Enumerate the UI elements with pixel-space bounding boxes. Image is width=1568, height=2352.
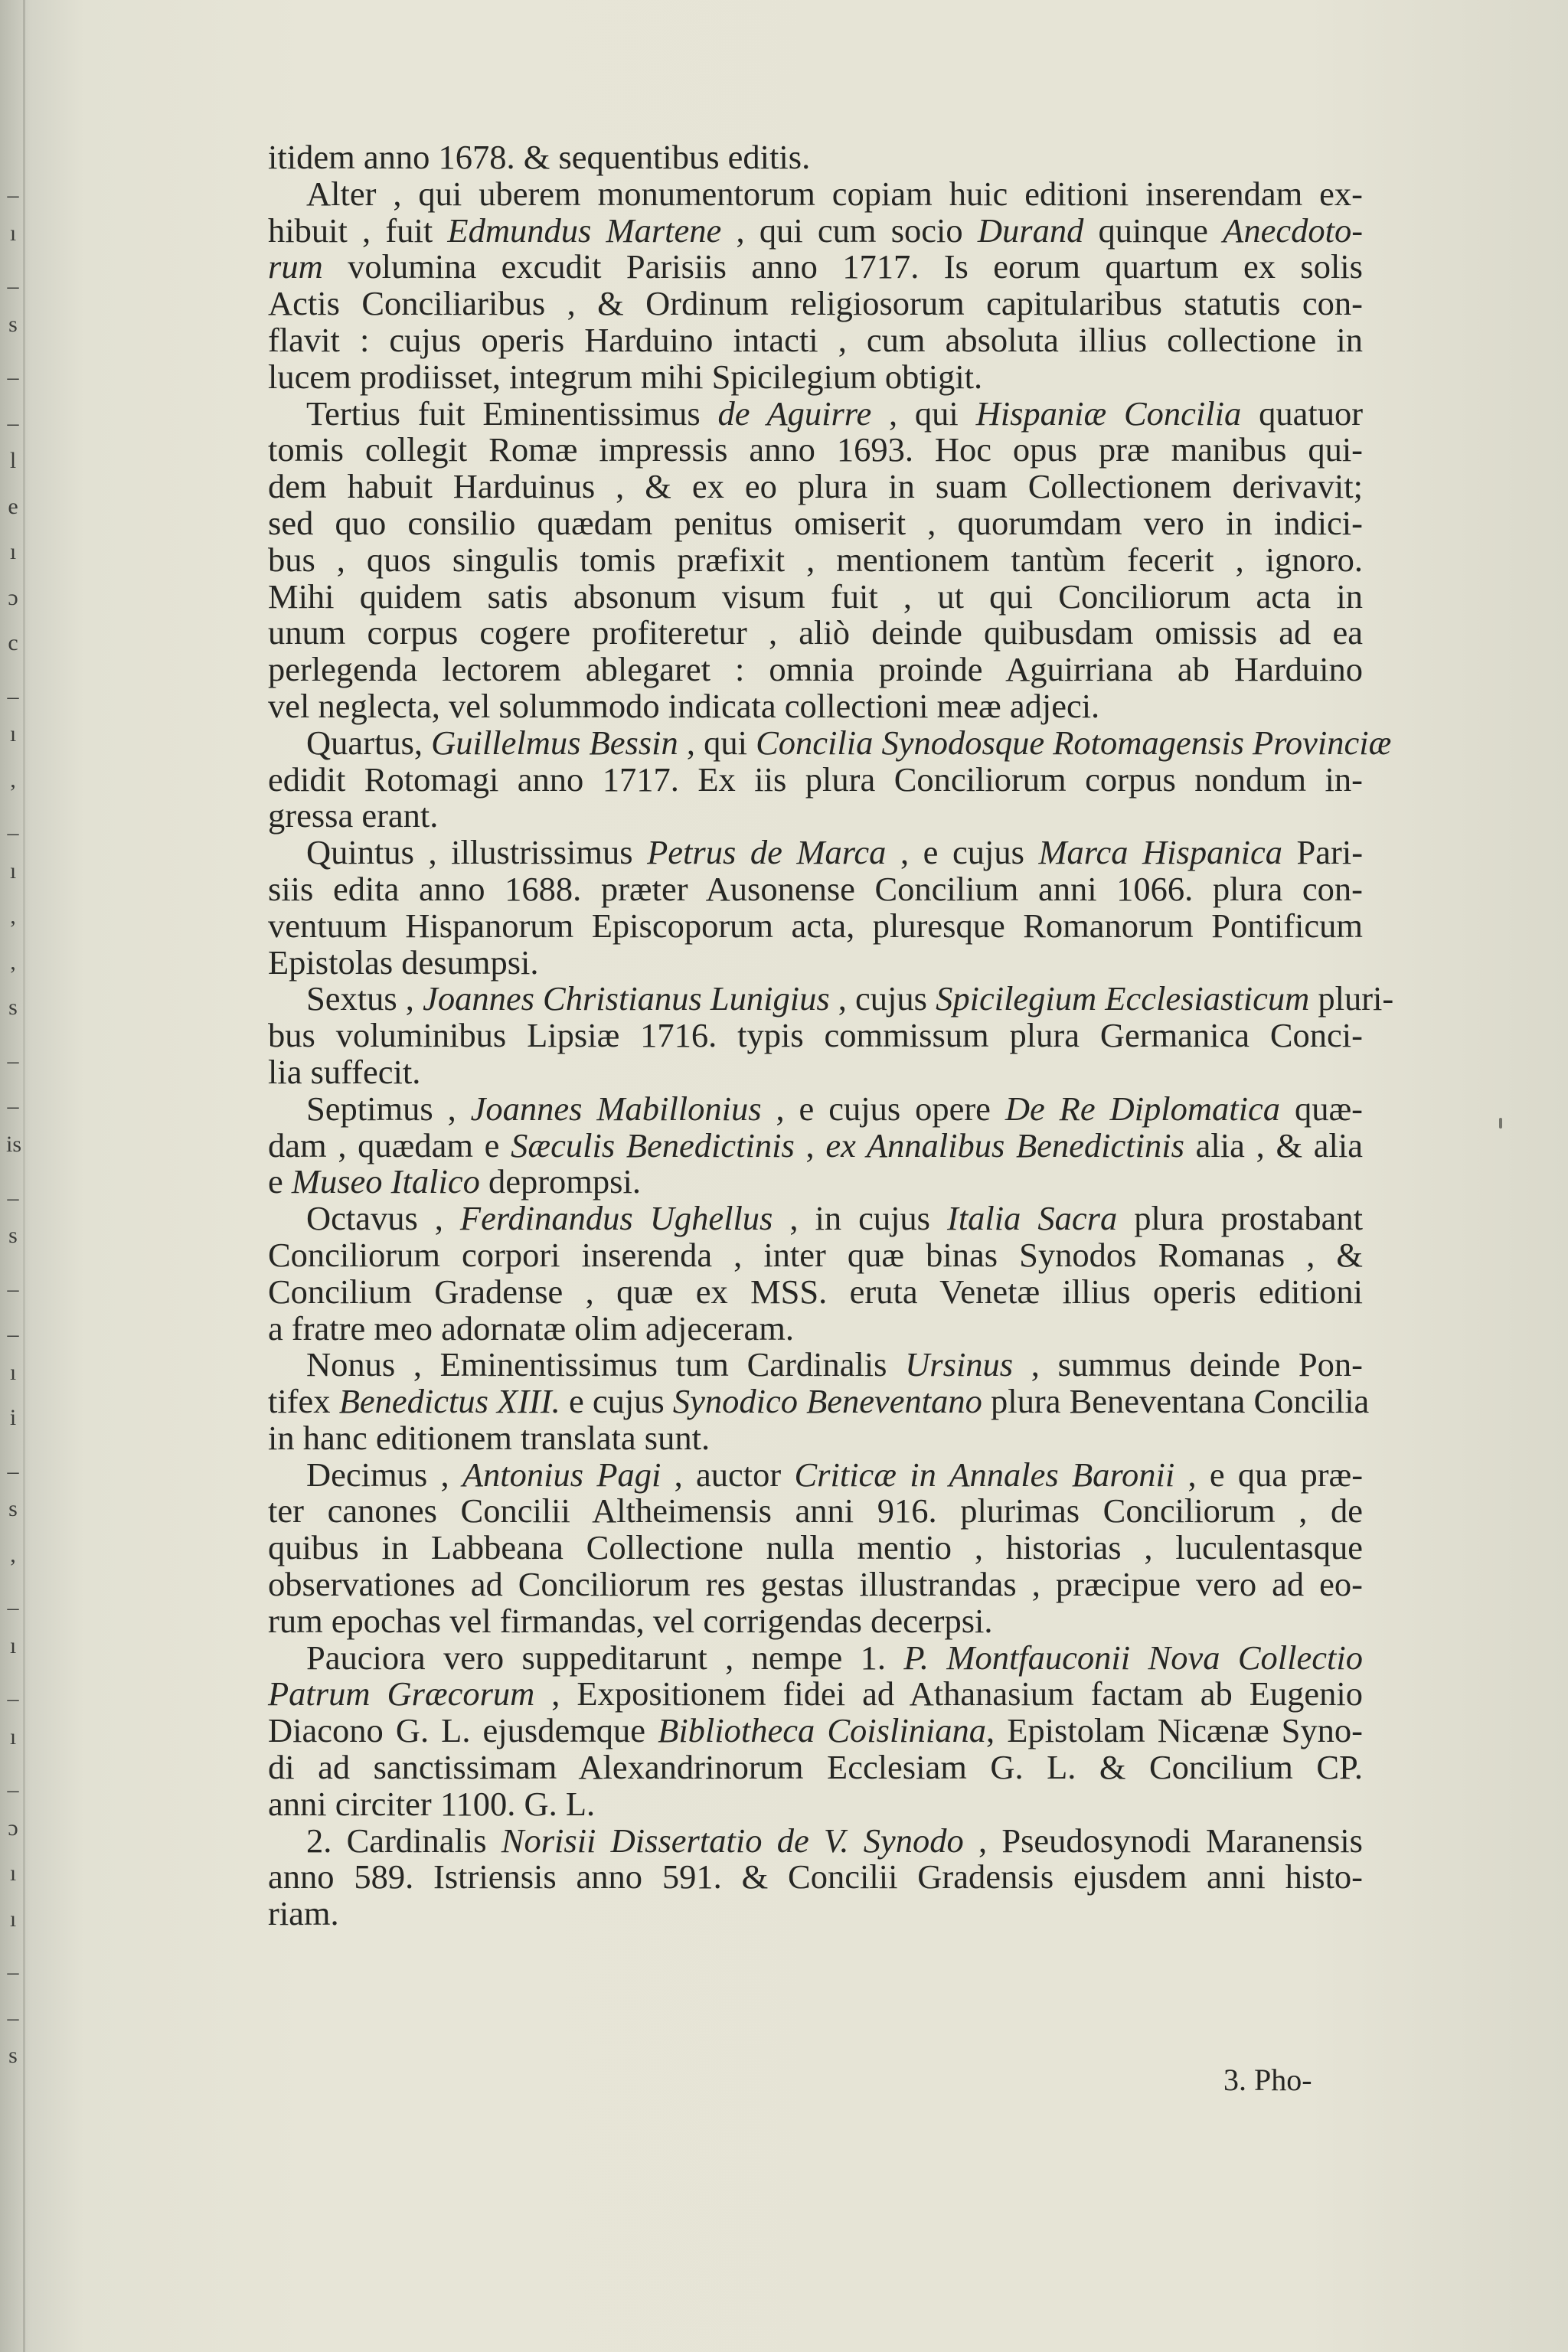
text-run: , in cujus bbox=[773, 1199, 947, 1238]
text-run: , cujus bbox=[829, 979, 936, 1018]
text-line bbox=[268, 1237, 1363, 1274]
italic-title: Petrus de Marca bbox=[647, 833, 887, 872]
text-line bbox=[268, 1054, 1363, 1091]
text-run: flavit : cujus operis Harduino intacti , cum absoluta illius collectione in bbox=[268, 320, 1363, 359]
italic-title: Museo Italico bbox=[291, 1162, 480, 1201]
text-run: ventuum Hispanorum Episcoporum acta, pluresque Romanorum Pontificum bbox=[268, 906, 1363, 945]
margin-fragment: ı bbox=[9, 721, 17, 747]
margin-fragment: ı bbox=[9, 1359, 17, 1385]
text-run: vel neglecta, vel solummodo indicata collectioni meæ adjeci. bbox=[268, 686, 1100, 725]
text-run: siis edita anno 1688. præter Ausonense Concilium anni 1066. plura con- bbox=[268, 869, 1363, 908]
text-line bbox=[268, 1640, 1363, 1677]
text-run: pluri- bbox=[1309, 979, 1394, 1018]
gutter-shadow bbox=[23, 0, 25, 2352]
text-line bbox=[268, 1125, 1364, 1165]
text-line bbox=[268, 762, 1363, 799]
margin-fragment: s bbox=[8, 311, 18, 337]
text-run: Sextus , bbox=[306, 979, 423, 1018]
text-run: Actis Conciliaribus , & Ordinum religiosorum capitularibus statutis con- bbox=[268, 284, 1363, 323]
text-line bbox=[268, 1274, 1363, 1311]
text-run: ter canones Concilii Altheimensis anni 916. plurimas Conciliorum , de bbox=[268, 1491, 1363, 1530]
margin-fragment: _ bbox=[7, 1086, 19, 1112]
text-line bbox=[268, 688, 1363, 725]
text-run: , summus deinde Pon- bbox=[1013, 1345, 1363, 1384]
text-run: quatuor bbox=[1241, 394, 1364, 433]
margin-fragment: _ bbox=[7, 175, 19, 200]
text-run: Mihi quidem satis absonum visum fuit , ut qui Conciliorum acta in bbox=[268, 577, 1363, 616]
margin-fragment: , bbox=[10, 766, 16, 792]
italic-title: Antonius Pagi bbox=[462, 1455, 662, 1494]
margin-fragment: s bbox=[8, 1223, 18, 1249]
margin-fragment: _ bbox=[7, 1040, 19, 1066]
margin-fragment: _ bbox=[7, 675, 19, 701]
text-run: , Pseudosynodi Maranensis bbox=[963, 1821, 1363, 1860]
italic-title: Hispaniæ Concilia bbox=[975, 394, 1242, 433]
text-run: , Epistolam Nicænæ Syno- bbox=[986, 1711, 1364, 1750]
text-run: quæ- bbox=[1280, 1089, 1363, 1128]
text-run: , qui bbox=[678, 723, 756, 762]
margin-fragment: l bbox=[9, 448, 17, 474]
text-line bbox=[268, 1091, 1363, 1128]
italic-title: Durand bbox=[977, 211, 1084, 250]
italic-title: rum bbox=[268, 247, 323, 286]
text-line bbox=[268, 1713, 1363, 1749]
text-run: Decimus , bbox=[306, 1455, 462, 1494]
italic-title: de Aguirre bbox=[717, 394, 872, 433]
text-run: Quartus, bbox=[306, 723, 432, 762]
text-line bbox=[268, 542, 1363, 579]
text-line bbox=[268, 1786, 1363, 1823]
margin-fragment: _ bbox=[7, 1769, 19, 1795]
margin-fragment: s bbox=[8, 1496, 18, 1522]
text-run: 2. Cardinalis bbox=[306, 1821, 501, 1860]
margin-fragment: _ bbox=[7, 357, 19, 383]
catchword: 3. Pho- bbox=[1223, 2063, 1312, 2097]
italic-title: Bibliotheca Coisliniana bbox=[658, 1711, 987, 1750]
text-line bbox=[268, 1457, 1363, 1494]
text-run: edidit Rotomagi anno 1717. Ex iis plura Conciliorum corpus nondum in- bbox=[268, 760, 1363, 799]
italic-title: Norisii Dissertatio de V. Synodo bbox=[501, 1821, 964, 1860]
margin-fragment: ɔ bbox=[8, 584, 18, 610]
text-line bbox=[268, 979, 1394, 1018]
text-line bbox=[268, 579, 1363, 616]
text-run: Quintus , illustrissimus bbox=[306, 833, 648, 872]
text-line bbox=[268, 1200, 1363, 1237]
text-run: rum epochas vel firmandas, vel corrigendas decerpsi. bbox=[268, 1601, 993, 1640]
text-run: quinque bbox=[1083, 211, 1223, 250]
text-run: gressa erant. bbox=[268, 796, 439, 835]
text-line bbox=[268, 469, 1363, 505]
text-run: Diacono G. L. ejusdemque bbox=[268, 1711, 658, 1750]
text-line bbox=[268, 1566, 1363, 1603]
text-line bbox=[268, 322, 1363, 359]
margin-fragment: , bbox=[10, 1541, 16, 1567]
italic-title: Guillelmus Bessin bbox=[431, 723, 678, 762]
text-line bbox=[268, 942, 1363, 982]
italic-title: Marca Hispanica bbox=[1038, 833, 1282, 872]
italic-title: Anecdoto- bbox=[1223, 211, 1364, 250]
margin-fragment: _ bbox=[7, 1450, 19, 1476]
italic-title: P. Montfauconii Nova Collectio bbox=[903, 1638, 1363, 1677]
italic-title: Ursinus bbox=[905, 1345, 1014, 1384]
italic-title: Joannes Mabillonius bbox=[470, 1089, 762, 1128]
italic-title: Sæculis Benedictinis bbox=[511, 1125, 795, 1165]
italic-title: Spicilegium Ecclesiasticum bbox=[936, 979, 1310, 1018]
text-run: perlegenda lectorem ablegaret : omnia proinde Aguirriana ab Harduino bbox=[268, 650, 1363, 689]
text-run: , Expositionem fidei ad Athanasium factam ab Eugenio bbox=[534, 1674, 1363, 1713]
margin-fragment: ı bbox=[9, 1906, 17, 1932]
margin-fragment: is bbox=[6, 1132, 22, 1157]
text-run: Tertius fuit Eminentissimus bbox=[306, 394, 718, 433]
margin-fragment: i bbox=[9, 1405, 17, 1431]
text-line bbox=[268, 1018, 1363, 1054]
text-line bbox=[268, 432, 1363, 469]
text-run: lia suffecit. bbox=[268, 1052, 421, 1091]
text-run: Epistolas desumpsi. bbox=[268, 942, 539, 982]
text-line bbox=[268, 1164, 1363, 1200]
italic-title: Concilia Synodosque Rotomagensis Provinciæ bbox=[756, 723, 1392, 762]
text-run: Alter , qui uberem monumentorum copiam huic editioni inserendam ex- bbox=[306, 174, 1363, 213]
text-run: lucem prodiisset, integrum mihi Spicilegium obtigit. bbox=[268, 357, 983, 396]
text-line bbox=[268, 1603, 1363, 1640]
margin-fragment: _ bbox=[7, 1678, 19, 1704]
margin-fragment: _ bbox=[7, 266, 19, 292]
text-line bbox=[268, 652, 1363, 688]
text-run: plura prostabant bbox=[1117, 1199, 1363, 1238]
text-run: , qui cum socio bbox=[721, 211, 978, 250]
text-run: e bbox=[268, 1162, 292, 1201]
text-line bbox=[268, 908, 1363, 945]
text-run: bus voluminibus Lipsiæ 1716. typis commissum plura Germanica Conci- bbox=[268, 1016, 1363, 1055]
margin-fragment: ɔ bbox=[8, 1815, 18, 1841]
margin-fragment: s bbox=[8, 995, 18, 1021]
text-run: deprompsi. bbox=[479, 1162, 641, 1201]
text-line bbox=[268, 1859, 1363, 1896]
margin-fragment: ı bbox=[9, 539, 17, 565]
text-line bbox=[268, 871, 1363, 908]
margin-fragment: _ bbox=[7, 1314, 19, 1340]
margin-fragment: _ bbox=[7, 1997, 19, 2023]
text-line bbox=[268, 615, 1363, 652]
text-line bbox=[268, 1823, 1363, 1860]
italic-title: Italia Sacra bbox=[947, 1199, 1118, 1238]
text-line bbox=[268, 1676, 1363, 1713]
text-line bbox=[268, 396, 1363, 433]
body-text bbox=[268, 138, 1394, 1933]
text-line bbox=[268, 1420, 1363, 1457]
text-run: e cujus bbox=[560, 1382, 673, 1421]
text-line bbox=[268, 249, 1363, 286]
text-run: riam. bbox=[268, 1894, 339, 1933]
margin-fragment: _ bbox=[7, 402, 19, 428]
italic-title: Ferdinandus Ughellus bbox=[459, 1199, 773, 1238]
text-line bbox=[268, 213, 1363, 250]
text-run: hibuit , fuit bbox=[268, 211, 448, 250]
text-run: Pauciora vero suppeditarunt , nempe 1. bbox=[306, 1638, 904, 1677]
text-run: Pari- bbox=[1282, 833, 1364, 872]
text-line bbox=[268, 1347, 1363, 1383]
text-run: bus , quos singulis tomis præfixit , mentionem tantùm fecerit , ignoro. bbox=[268, 540, 1363, 579]
text-run: Octavus , bbox=[306, 1199, 460, 1238]
facing-page-margin-fragments bbox=[0, 0, 26, 2352]
margin-fragment: _ bbox=[7, 1587, 19, 1613]
margin-fragment: _ bbox=[7, 1952, 19, 1978]
text-line bbox=[268, 1382, 1370, 1421]
text-line bbox=[268, 286, 1363, 322]
italic-title: De Re Diplomatica bbox=[1004, 1089, 1281, 1128]
text-run: anno 589. Istriensis anno 591. & Concilii Gradensis ejusdem anni histo- bbox=[268, 1857, 1363, 1896]
margin-fragment: , bbox=[10, 903, 16, 929]
italic-title: Patrum Græcorum bbox=[268, 1674, 535, 1713]
text-run: tifex bbox=[268, 1382, 339, 1421]
margin-fragment: ı bbox=[9, 1860, 17, 1886]
text-run: anni circiter 1100. G. L. bbox=[268, 1784, 596, 1823]
margin-fragment: , bbox=[10, 949, 16, 975]
margin-fragment: ı bbox=[9, 858, 17, 884]
text-run: a fratre meo adornatæ olim adjeceram. bbox=[268, 1308, 794, 1348]
text-run: plura Beneventana Concilia bbox=[982, 1382, 1370, 1421]
text-run: Nonus , Eminentissimus tum Cardinalis bbox=[306, 1345, 906, 1384]
text-run: volumina excudit Parisiis anno 1717. Is eorum quartum ex solis bbox=[322, 247, 1363, 286]
margin-fragment: s bbox=[8, 2043, 18, 2069]
text-run: di ad sanctissimam Alexandrinorum Ecclesiam G. L. & Concilium CP. bbox=[268, 1748, 1363, 1787]
margin-fragment: c bbox=[8, 630, 18, 656]
ink-spot bbox=[1499, 1118, 1502, 1129]
text-run: in hanc editionem translata sunt. bbox=[268, 1418, 710, 1457]
margin-fragment: ı bbox=[9, 1723, 17, 1749]
text-run: Septimus , bbox=[306, 1089, 471, 1128]
margin-fragment: ı bbox=[9, 1632, 17, 1658]
text-line bbox=[268, 1896, 1363, 1932]
margin-fragment: e bbox=[8, 493, 18, 519]
text-run: Conciliorum corpori inserenda , inter quæ binas Synodos Romanas , & bbox=[268, 1235, 1363, 1274]
text-line bbox=[268, 1749, 1363, 1786]
text-run: , e cujus opere bbox=[761, 1089, 1005, 1128]
text-run: quibus in Labbeana Collectione nulla mentio , historias , luculentasque bbox=[268, 1528, 1363, 1567]
text-line bbox=[268, 505, 1363, 542]
italic-title: ex Annalibus Benedictinis bbox=[825, 1125, 1184, 1165]
text-run: , qui bbox=[871, 394, 976, 433]
text-run: , e qua præ- bbox=[1174, 1455, 1364, 1494]
text-run: observationes ad Conciliorum res gestas illustrandas , præcipue vero ad eo- bbox=[268, 1565, 1363, 1604]
margin-fragment: ı bbox=[9, 220, 17, 246]
text-line bbox=[268, 798, 1363, 835]
text-run: dam , quædam e bbox=[268, 1125, 511, 1165]
margin-fragment: _ bbox=[7, 1268, 19, 1294]
margin-fragment: _ bbox=[7, 1177, 19, 1203]
text-line bbox=[268, 723, 1392, 762]
text-run: sed quo consilio quædam penitus omiserit , quorumdam vero in indici- bbox=[268, 503, 1363, 542]
italic-title: Synodico Beneventano bbox=[672, 1382, 982, 1421]
text-run: , bbox=[794, 1125, 826, 1165]
text-run: itidem anno 1678. & sequentibus editis. bbox=[268, 138, 811, 176]
text-run: unum corpus cogere profiteretur , aliò deinde quibusdam omissis ad ea bbox=[268, 613, 1363, 652]
italic-title: Criticæ in Annales Baronii bbox=[794, 1455, 1175, 1494]
text-line bbox=[268, 176, 1363, 213]
text-run: , e cujus bbox=[886, 833, 1039, 872]
italic-title: Edmundus Martene bbox=[447, 211, 722, 250]
text-line bbox=[268, 1308, 1363, 1348]
text-run: alia , & alia bbox=[1184, 1125, 1364, 1165]
italic-title: Joannes Christianus Lunigius bbox=[423, 979, 830, 1018]
text-line bbox=[268, 139, 1363, 176]
text-run: tomis collegit Romæ impressis anno 1693. Hoc opus præ manibus qui- bbox=[268, 430, 1363, 469]
text-line bbox=[268, 359, 1363, 396]
text-line bbox=[268, 1530, 1363, 1566]
italic-title: Benedictus XIII. bbox=[338, 1382, 560, 1421]
text-run: Concilium Gradense , quæ ex MSS. eruta Venetæ illius operis editioni bbox=[268, 1272, 1363, 1311]
text-line bbox=[268, 835, 1363, 871]
text-run: , auctor bbox=[661, 1455, 795, 1494]
margin-fragment: _ bbox=[7, 812, 19, 838]
text-run: dem habuit Harduinus , & ex eo plura in suam Collectionem derivavit; bbox=[268, 467, 1363, 506]
text-line bbox=[268, 1493, 1363, 1530]
